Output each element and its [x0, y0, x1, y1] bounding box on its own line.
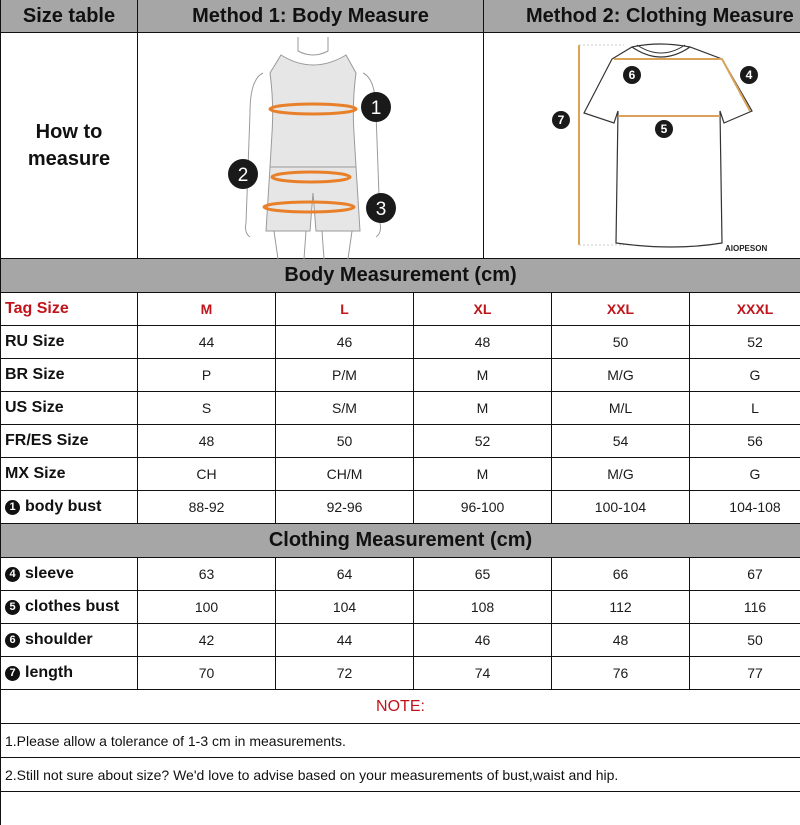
- how-to-measure-line2: measure: [27, 147, 111, 170]
- tag-size-xl: XL: [414, 293, 552, 325]
- table-cell: 67: [747, 566, 763, 582]
- body-section-header-row: [0, 259, 800, 293]
- clothing-section-title: Clothing Measurement (cm): [0, 524, 800, 557]
- table-cell: M: [414, 359, 552, 391]
- table-cell: 44: [138, 326, 276, 358]
- table-cell: 77: [747, 665, 763, 681]
- clothing-section-header-row: [0, 524, 800, 558]
- table-row: [0, 558, 800, 591]
- table-cell: 54: [552, 425, 690, 457]
- table-cell: 100: [138, 591, 276, 623]
- svg-text:3: 3: [375, 199, 387, 220]
- note-row-truncated: [0, 792, 800, 825]
- tag-size-l: L: [276, 293, 414, 325]
- note-title: NOTE:: [0, 690, 800, 723]
- table-cell: M: [414, 392, 552, 424]
- row-label: US Size: [0, 392, 138, 424]
- row-label-text: clothes bust: [25, 598, 120, 615]
- note-item-3-truncated: [0, 792, 800, 825]
- table-cell: 63: [138, 558, 276, 590]
- table-cell: 70: [138, 657, 276, 689]
- row-label: BR Size: [0, 359, 138, 391]
- table-row: [0, 392, 800, 425]
- table-cell: 50: [552, 326, 690, 358]
- table-cell: 74: [414, 657, 552, 689]
- table-cell: M/G: [552, 458, 690, 490]
- table-cell: CH/M: [276, 458, 414, 490]
- table-cell: L: [751, 400, 759, 416]
- table-row: [0, 458, 800, 491]
- svg-text:6: 6: [628, 68, 636, 82]
- table-cell: 64: [276, 558, 414, 590]
- body-measure-illustration: [138, 33, 484, 258]
- number-6-icon: 6: [5, 633, 20, 648]
- row-label-text: sleeve: [25, 565, 74, 582]
- body-figure-icon: [138, 33, 484, 259]
- row-label: [0, 591, 138, 623]
- brand-label: AIOPESON: [725, 244, 768, 253]
- table-cell: 65: [414, 558, 552, 590]
- row-label: Tag Size: [0, 293, 138, 325]
- table-cell: G: [749, 466, 761, 482]
- table-cell: 72: [276, 657, 414, 689]
- table-cell: M/L: [552, 392, 690, 424]
- svg-text:2: 2: [237, 165, 249, 186]
- number-5-icon: 5: [5, 600, 20, 615]
- table-row: [0, 591, 800, 624]
- row-label: [0, 558, 138, 590]
- table-cell: 48: [414, 326, 552, 358]
- table-cell: 96-100: [414, 491, 552, 523]
- table-cell: 56: [747, 433, 763, 449]
- how-to-measure-label: [0, 33, 138, 258]
- note-title-row: [0, 690, 800, 724]
- table-cell: 112: [552, 591, 690, 623]
- table-cell: S/M: [276, 392, 414, 424]
- row-label: [0, 657, 138, 689]
- row-label-text: length: [25, 664, 73, 681]
- table-cell: P/M: [276, 359, 414, 391]
- table-row: [0, 624, 800, 657]
- row-label: MX Size: [0, 458, 138, 490]
- row-label-text: body bust: [25, 498, 102, 515]
- table-cell: M: [414, 458, 552, 490]
- svg-text:5: 5: [660, 122, 668, 136]
- table-cell: 42: [138, 624, 276, 656]
- body-section-title: Body Measurement (cm): [0, 259, 800, 292]
- table-cell: 50: [747, 632, 763, 648]
- tshirt-figure-icon: [484, 33, 800, 259]
- table-cell: 52: [414, 425, 552, 457]
- note-item-2: 2.Still not sure about size? We'd love to advise based on your measurements of bust,waist and hip.: [0, 758, 800, 791]
- tag-size-xxl: XXL: [552, 293, 690, 325]
- tag-size-xxxl: XXXL: [736, 301, 774, 317]
- table-row: [0, 425, 800, 458]
- row-label: FR/ES Size: [0, 425, 138, 457]
- tag-size-row: [0, 293, 800, 326]
- note-row: [0, 758, 800, 792]
- size-table-header: Size table: [0, 0, 138, 32]
- table-cell: 46: [276, 326, 414, 358]
- table-cell: CH: [138, 458, 276, 490]
- table-cell: P: [138, 359, 276, 391]
- method2-header: Method 2: Clothing Measure: [526, 4, 794, 27]
- table-row: [0, 491, 800, 524]
- number-4-icon: 4: [5, 567, 20, 582]
- table-cell: 92-96: [276, 491, 414, 523]
- table-cell: 116: [743, 599, 767, 615]
- row-label: [0, 491, 138, 523]
- table-cell: 100-104: [552, 491, 690, 523]
- note-item-1: 1.Please allow a tolerance of 1-3 cm in measurements.: [0, 724, 800, 757]
- table-cell: 46: [414, 624, 552, 656]
- table-cell: 44: [276, 624, 414, 656]
- row-label-text: shoulder: [25, 631, 93, 648]
- table-cell: 76: [552, 657, 690, 689]
- row-label: [0, 624, 138, 656]
- table-cell: 48: [138, 425, 276, 457]
- number-7-icon: 7: [5, 666, 20, 681]
- table-row: [0, 359, 800, 392]
- svg-text:1: 1: [370, 98, 382, 119]
- svg-text:7: 7: [557, 113, 565, 127]
- method1-header: Method 1: Body Measure: [138, 0, 484, 32]
- table-cell: M/G: [552, 359, 690, 391]
- table-cell: 108: [414, 591, 552, 623]
- table-cell: 52: [747, 334, 763, 350]
- how-to-measure-row: [0, 33, 800, 259]
- how-to-measure-line1: How to: [35, 120, 103, 143]
- table-header-row: [0, 0, 800, 33]
- row-label: RU Size: [0, 326, 138, 358]
- clothing-measure-illustration: [484, 33, 800, 258]
- table-cell: 50: [276, 425, 414, 457]
- table-cell: 88-92: [138, 491, 276, 523]
- table-cell: 104-108: [729, 499, 781, 515]
- tag-size-m: M: [138, 293, 276, 325]
- table-cell: 66: [552, 558, 690, 590]
- table-cell: S: [138, 392, 276, 424]
- table-row: [0, 326, 800, 359]
- note-row: [0, 724, 800, 758]
- svg-text:4: 4: [745, 68, 753, 82]
- table-row: [0, 657, 800, 690]
- table-cell: 104: [276, 591, 414, 623]
- number-1-icon: 1: [5, 500, 20, 515]
- table-cell: G: [749, 367, 761, 383]
- table-cell: 48: [552, 624, 690, 656]
